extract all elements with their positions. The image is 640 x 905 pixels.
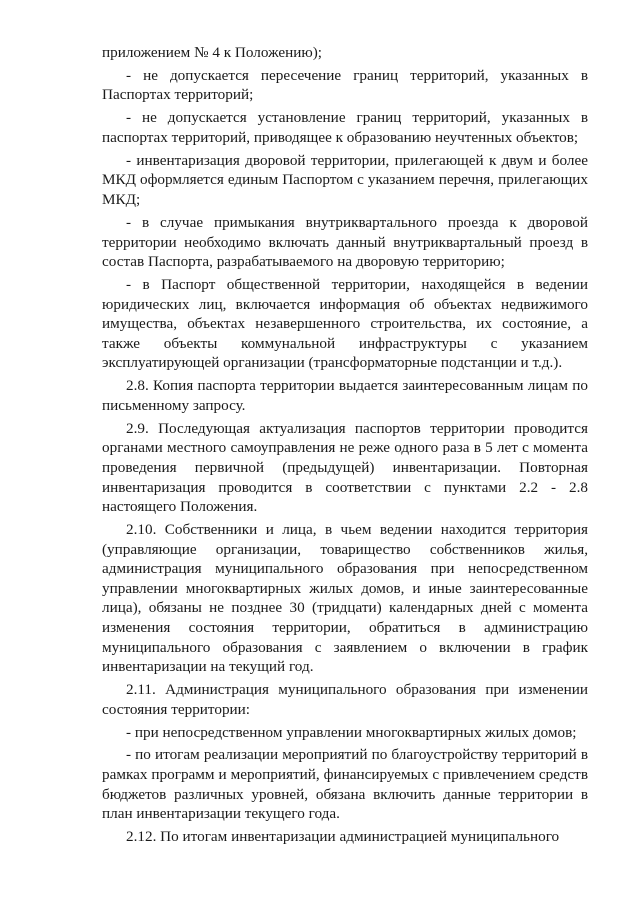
paragraph-bullet-boundaries-setting: - не допускается установление границ территорий, указанных в паспортах территорий, приводящее к образованию неучтенных объектов; bbox=[102, 109, 588, 146]
paragraph-bullet-driveway: - в случае примыкания внутриквартального проезда к дворовой территории необходимо включать данный внутриквартальный проезд в состав Паспорта, разрабатываемого на дворовую территорию; bbox=[102, 213, 588, 271]
paragraph-bullet-public-territory: - в Паспорт общественной территории, находящейся в ведении юридических лиц, включается информация об объектах недвижимого имущества, объектах незавершенного строительства, их состояние, а также объекты коммунальной инфраструктуры с указанием эксплуатирующей организации (трансформаторные подстанции и т.д.). bbox=[102, 276, 588, 372]
paragraph-clause-2-10: 2.10. Собственники и лица, в чьем ведении находится территория (управляющие организации, товарищество собственников жилья, администрация муниципального образования при непосредственном управлении многоквартирных жилых домов, и иные заинтересованные лица), обязаны не позднее 30 (тридцати) календарных дней с момента изменения состояния территории, обратиться в администрацию муниципального образования с заявлением о включении в график инвентаризации на текущий год. bbox=[102, 521, 588, 676]
paragraph-continuation: приложением № 4 к Положению); bbox=[102, 44, 323, 61]
paragraph-bullet-boundaries-overlap: - не допускается пересечение границ территорий, указанных в Паспортах территорий; bbox=[102, 66, 588, 104]
paragraph-clause-2-12: 2.12. По итогам инвентаризации администрацией муниципального bbox=[126, 828, 560, 846]
paragraph-clause-2-9: 2.9. Последующая актуализация паспортов территории проводится органами местного самоуправления не реже одного раза в 5 лет с момента проведения первичной (предыдущей) инвентаризации. Повторная инвентаризация проводится в соответствии с пунктами 2.2 - 2.8 настоящего Положения. bbox=[102, 419, 588, 516]
paragraph-bullet-improvement-results: - по итогам реализации мероприятий по благоустройству территорий в рамках программ и мероприятий, финансируемых с привлечением средств бюджетов различных уровней, обязана включить данные территории в план инвентаризации текущего года. bbox=[102, 746, 588, 823]
paragraph-bullet-yard-inventory: - инвентаризация дворовой территории, прилегающей к двум и более МКД оформляется единым Паспортом с указанием перечня, прилегающих МКД; bbox=[102, 151, 588, 209]
document-body bbox=[102, 43, 588, 850]
paragraph-clause-2-11: 2.11. Администрация муниципального образования при изменении состояния территории: bbox=[102, 681, 588, 718]
paragraph-clause-2-8: 2.8. Копия паспорта территории выдается заинтересованным лицам по письменному запросу. bbox=[102, 377, 588, 414]
paragraph-bullet-direct-management: - при непосредственном управлении многоквартирных жилых домов; bbox=[126, 723, 577, 741]
